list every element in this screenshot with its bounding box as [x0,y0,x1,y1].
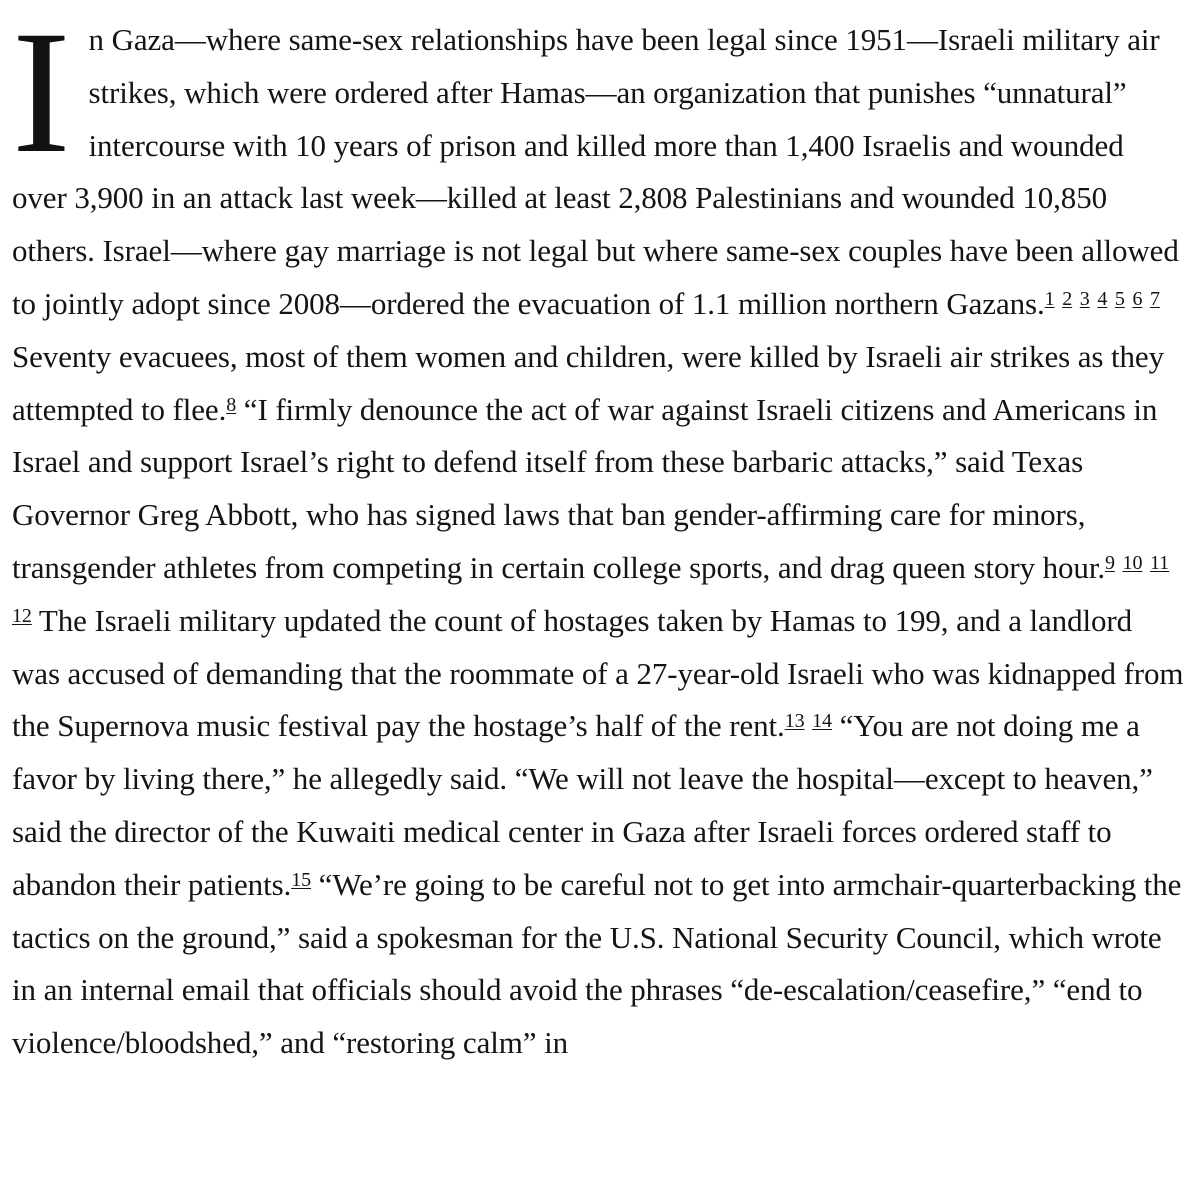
text-run: n Gaza—where same-sex relationships have been legal since 1951—Israeli military air strikes, which were ordered after Hamas—an organization that punishes “unnatural” intercourse with 10 years of prison and killed more than 1,400 Israelis and wounded over 3,900 in an attack last week—killed at least 2,808 Palestinians and wounded 10,850 others. Israel—where gay marriage is not legal but where same-sex couples have been allowed to jointly adopt since 2008—ordered the evacuation of 1.1 million northern Gazans. [12,22,1179,321]
article-body [12,0,1184,1070]
footnote-link[interactable]: 4 [1097,287,1108,310]
text-run [805,708,813,743]
footnote-link[interactable]: 11 [1150,551,1170,574]
text-run [1115,550,1123,585]
footnote-link[interactable]: 5 [1114,287,1125,310]
footnote-link[interactable]: 10 [1122,551,1143,574]
article-paragraph [12,0,1184,1070]
footnote-link[interactable]: 2 [1062,287,1073,310]
drop-cap: I [12,0,71,190]
footnote-link[interactable]: 12 [12,604,32,627]
footnote-link[interactable]: 6 [1132,287,1143,310]
text-run: “I firmly denounce the act of war against Israeli citizens and Americans in Israel and support Israel’s right to defend itself from these barbaric attacks,” said Texas Governor Greg Abbott, who has signed laws that ban gender-affirming care for minors, transgender athletes from competing in certain college sports, and drag queen story hour. [12,391,1158,585]
footnote-link[interactable]: 1 [1044,287,1055,310]
footnote-link[interactable]: 3 [1079,287,1090,310]
text-run: “You are not doing me a favor by living there,” he allegedly said. “We will not leave the hospital—except to heaven,” said the director of the Kuwaiti medical center in Gaza after Israeli forces ordered staff to abandon their patients. [12,708,1153,902]
text-run [1142,550,1150,585]
text-run: Seventy evacuees, most of them women and children, were killed by Israeli air strikes as they attempted to flee. [12,338,1164,427]
footnote-link[interactable]: 15 [291,868,312,891]
text-run: The Israeli military updated the count of hostages taken by Hamas to 199, and a landlord was accused of demanding that the roommate of a 27-year-old Israeli who was kidnapped from the Supernova music festival pay the hostage’s half of the rent. [12,602,1184,744]
text-run [1107,286,1115,321]
footnote-link[interactable]: 13 [784,710,805,733]
footnote-link[interactable]: 8 [226,393,237,416]
text-run [1072,286,1080,321]
text-run: “We’re going to be careful not to get into armchair-quarterbacking the tactics on the ground,” said a spokesman for the U.S. National Security Council, which wrote in an internal email that officials should avoid the phrases “de-escalation/ceasefire,” “end to violence/bloodshed,” and “restoring calm” in [12,866,1182,1061]
footnote-link[interactable]: 7 [1150,287,1160,310]
footnote-link[interactable]: 14 [812,710,832,733]
text-run [1142,286,1150,321]
footnote-link[interactable]: 9 [1104,551,1115,574]
